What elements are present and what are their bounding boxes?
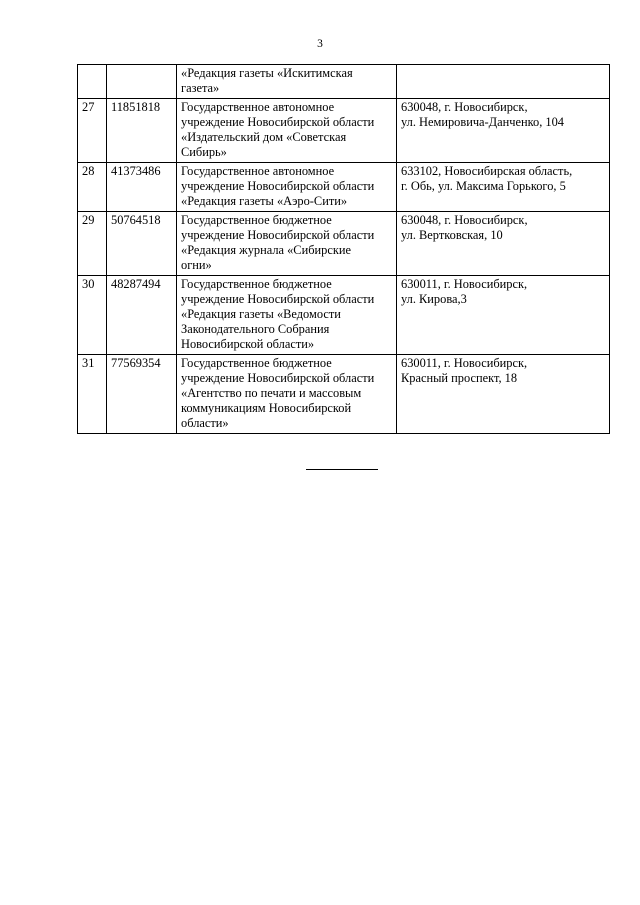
organization-name-cell: Государственное автономное учреждение Новосибирской области «Издательский дом «Советская Сибирь» (177, 99, 397, 163)
address-cell (397, 65, 610, 99)
organization-name-cell: Государственное автономное учреждение Новосибирской области «Редакция газеты «Аэро-Сити» (177, 163, 397, 212)
row-number-cell: 28 (78, 163, 107, 212)
okpo-code-cell: 77569354 (107, 355, 177, 434)
row-number-cell: 30 (78, 276, 107, 355)
organization-name-cell: Государственное бюджетное учреждение Новосибирской области «Редакция газеты «Ведомости Законодательного Собрания Новосибирской области» (177, 276, 397, 355)
okpo-code-cell: 48287494 (107, 276, 177, 355)
address-cell: 630048, г. Новосибирск, ул. Вертковская, 10 (397, 212, 610, 276)
table-row (78, 163, 610, 212)
okpo-code-cell: 50764518 (107, 212, 177, 276)
organization-name-cell: Государственное бюджетное учреждение Новосибирской области «Редакция журнала «Сибирские огни» (177, 212, 397, 276)
table-row (78, 65, 610, 99)
table-row (78, 276, 610, 355)
row-number-cell: 29 (78, 212, 107, 276)
organizations-table (77, 64, 610, 434)
table-row (78, 212, 610, 276)
organization-name-cell: Государственное бюджетное учреждение Новосибирской области «Агентство по печати и массовым коммуникациям Новосибирской области» (177, 355, 397, 434)
organization-name-cell: «Редакция газеты «Искитимская газета» (177, 65, 397, 99)
address-cell: 633102, Новосибирская область, г. Обь, ул. Максима Горького, 5 (397, 163, 610, 212)
address-cell: 630011, г. Новосибирск, ул. Кирова,3 (397, 276, 610, 355)
okpo-code-cell (107, 65, 177, 99)
address-cell: 630011, г. Новосибирск, Красный проспект, 18 (397, 355, 610, 434)
page-number: 3 (317, 38, 323, 50)
table-row (78, 99, 610, 163)
address-cell: 630048, г. Новосибирск, ул. Немировича-Данченко, 104 (397, 99, 610, 163)
row-number-cell: 31 (78, 355, 107, 434)
okpo-code-cell: 11851818 (107, 99, 177, 163)
row-number-cell (78, 65, 107, 99)
row-number-cell: 27 (78, 99, 107, 163)
table-row (78, 355, 610, 434)
end-of-document-rule (306, 469, 378, 470)
okpo-code-cell: 41373486 (107, 163, 177, 212)
